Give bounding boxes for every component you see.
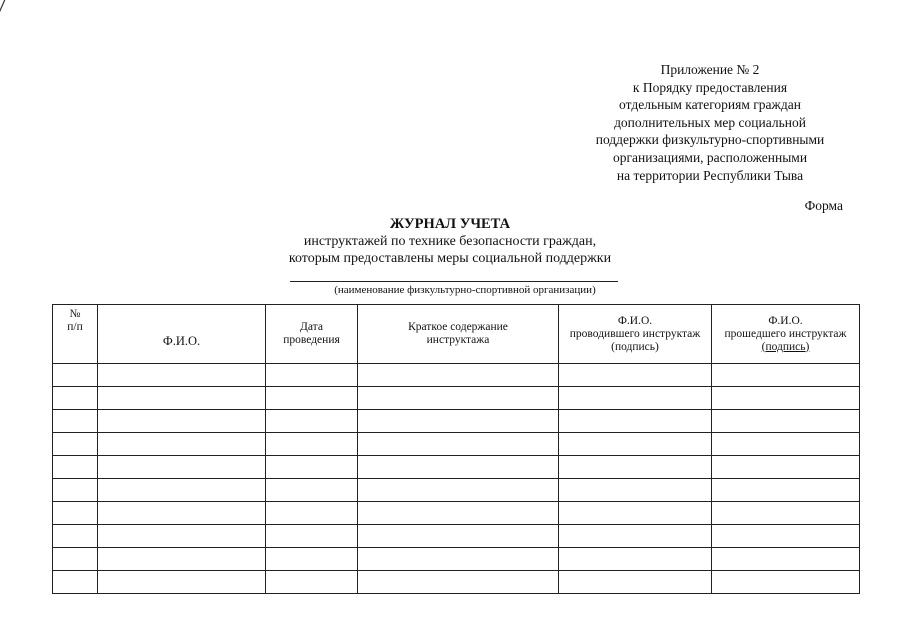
table-cell <box>358 456 559 479</box>
table-cell <box>53 364 98 387</box>
table-cell <box>712 502 860 525</box>
header-conductor <box>559 305 712 364</box>
table-cell <box>266 364 358 387</box>
title-block <box>230 215 670 267</box>
header-summary-line: Краткое содержание <box>408 321 508 333</box>
table-cell <box>266 433 358 456</box>
table-cell <box>712 410 860 433</box>
appendix-line: отдельным категориям граждан <box>619 97 801 113</box>
journal-title: ЖУРНАЛ УЧЕТА <box>389 216 511 232</box>
header-trainee <box>712 305 860 364</box>
header-conductor-line: проводившего инструктаж <box>569 327 701 340</box>
table-cell <box>98 548 266 571</box>
appendix-line: Приложение № 2 <box>660 62 760 77</box>
header-conductor-line: (подпись) <box>611 340 659 353</box>
header-summary-line: инструктажа <box>426 334 490 346</box>
table-cell <box>358 548 559 571</box>
header-full-name-text: Ф.И.О. <box>162 333 201 348</box>
corner-pen-mark <box>0 0 8 14</box>
table-cell <box>266 548 358 571</box>
table-row <box>53 364 860 387</box>
table-cell <box>98 525 266 548</box>
table-cell <box>98 479 266 502</box>
table-cell <box>53 387 98 410</box>
table-row <box>53 502 860 525</box>
table-cell <box>266 479 358 502</box>
header-trainee-line: Ф.И.О. <box>768 314 803 327</box>
table-cell <box>559 410 712 433</box>
table-row <box>53 525 860 548</box>
table-row <box>53 387 860 410</box>
table-cell <box>559 387 712 410</box>
organization-name-line <box>290 281 618 282</box>
table-cell <box>559 548 712 571</box>
table-row <box>53 456 860 479</box>
appendix-line: к Порядку предоставления <box>632 79 788 95</box>
table-cell <box>98 433 266 456</box>
table-cell <box>53 548 98 571</box>
journal-subtitle-line: инструктажей по технике безопасности граждан, <box>303 234 597 249</box>
table-row <box>53 571 860 594</box>
appendix-block <box>560 61 860 184</box>
appendix-line: организациями, расположенными <box>612 149 808 165</box>
table-cell <box>266 502 358 525</box>
table-cell <box>266 456 358 479</box>
header-conductor-line: Ф.И.О. <box>617 314 653 327</box>
table-cell <box>358 571 559 594</box>
table-cell <box>53 433 98 456</box>
table-cell <box>712 456 860 479</box>
table-cell <box>559 479 712 502</box>
table-cell <box>559 433 712 456</box>
table-cell <box>559 571 712 594</box>
table-cell <box>53 525 98 548</box>
table-header-row <box>53 305 860 364</box>
table-body <box>53 364 860 594</box>
table-cell <box>53 571 98 594</box>
table-cell <box>559 502 712 525</box>
table-cell <box>358 433 559 456</box>
table-cell <box>358 410 559 433</box>
table-cell <box>266 387 358 410</box>
header-date-line: Дата <box>300 321 323 333</box>
table-cell <box>266 525 358 548</box>
table-cell <box>712 479 860 502</box>
header-date <box>266 305 358 364</box>
table-row <box>53 479 860 502</box>
table-cell <box>712 548 860 571</box>
header-number <box>53 305 98 364</box>
organization-caption: (наименование физкультурно-спортивной организации) <box>334 284 596 296</box>
table-cell <box>358 387 559 410</box>
appendix-line: поддержки физкультурно-спортивными <box>595 132 825 148</box>
table-cell <box>98 410 266 433</box>
instruction-log-table <box>52 304 860 594</box>
table-cell <box>53 456 98 479</box>
table-cell <box>712 433 860 456</box>
table-row <box>53 433 860 456</box>
header-summary <box>358 305 559 364</box>
table-cell <box>559 525 712 548</box>
table-cell <box>53 479 98 502</box>
table-cell <box>559 456 712 479</box>
journal-subtitle-line: которым предоставлены меры социальной поддержки <box>288 251 612 266</box>
table-cell <box>98 364 266 387</box>
table-cell <box>98 456 266 479</box>
table-cell <box>358 502 559 525</box>
table-cell <box>712 571 860 594</box>
header-trainee-line: (подпись) <box>761 340 810 353</box>
table-cell <box>53 502 98 525</box>
header-date-line: проведения <box>283 334 340 346</box>
table-cell <box>98 502 266 525</box>
table-row <box>53 410 860 433</box>
table-cell <box>266 410 358 433</box>
table-cell <box>266 571 358 594</box>
appendix-line: на территории Республики Тыва <box>616 167 804 183</box>
header-trainee-line: прошедшего инструктаж <box>724 327 847 340</box>
table-cell <box>712 364 860 387</box>
table-cell <box>358 525 559 548</box>
form-label: Форма <box>804 198 843 213</box>
header-full-name <box>98 305 266 364</box>
table-cell <box>712 387 860 410</box>
table-cell <box>98 571 266 594</box>
table-row <box>53 548 860 571</box>
table-cell <box>712 525 860 548</box>
table-cell <box>53 410 98 433</box>
table-cell <box>98 387 266 410</box>
header-number-line: п/п <box>67 321 83 333</box>
table-cell <box>559 364 712 387</box>
appendix-line: дополнительных мер социальной <box>614 114 806 130</box>
header-number-line: № <box>69 308 81 320</box>
table-cell <box>358 479 559 502</box>
table-cell <box>358 364 559 387</box>
